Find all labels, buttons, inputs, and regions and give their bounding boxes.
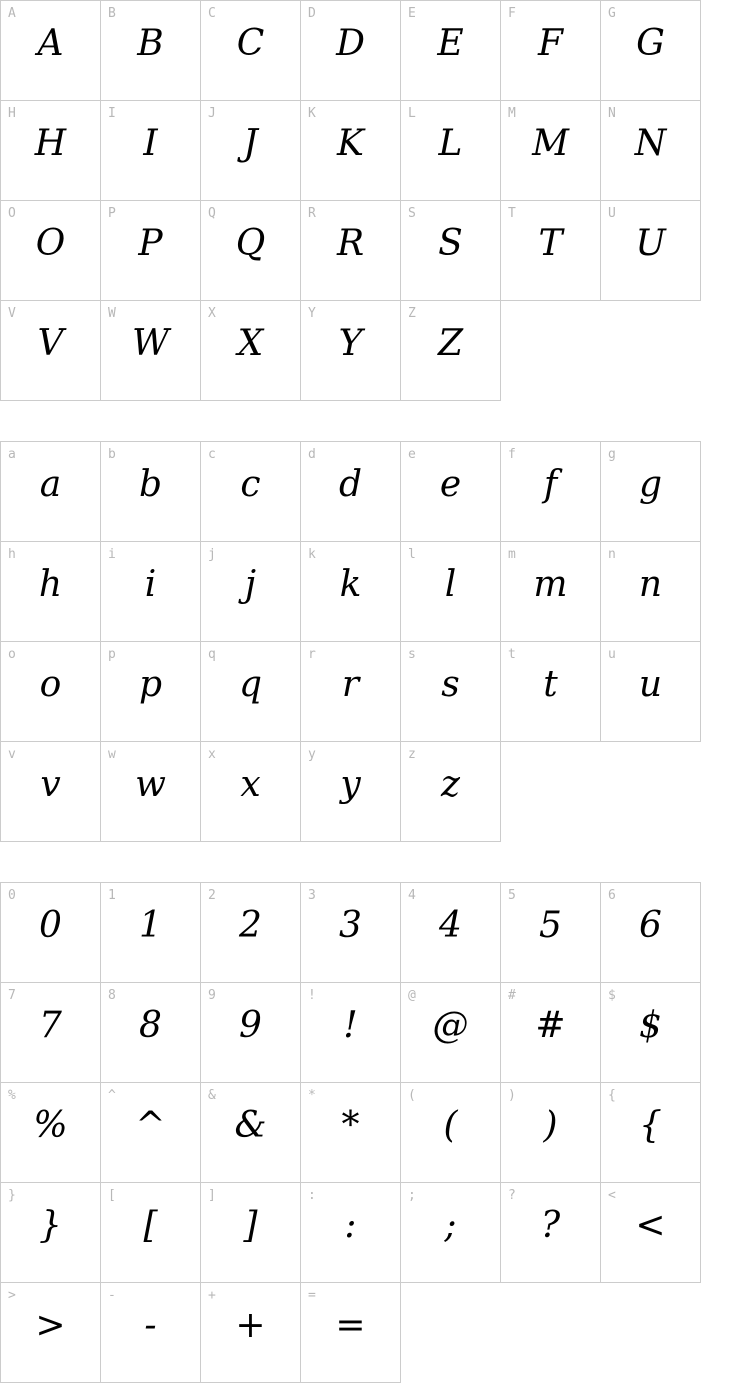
cell-glyph: V (37, 323, 64, 364)
glyph-cell (1, 742, 101, 842)
cell-label: F (508, 6, 516, 21)
glyph-cell (301, 983, 401, 1083)
glyph-cell (601, 1, 701, 101)
glyph-cell (401, 201, 501, 301)
cell-label: m (508, 547, 516, 562)
cell-label: ( (408, 1088, 416, 1103)
glyph-cell (101, 542, 201, 642)
cell-label: ; (408, 1188, 416, 1203)
glyph-cell (1, 301, 101, 401)
glyph-cell (301, 1183, 401, 1283)
glyph-cell (201, 101, 301, 201)
cell-label: E (408, 6, 416, 21)
cell-glyph: 9 (239, 1005, 262, 1046)
cell-glyph: ? (540, 1205, 561, 1246)
cell-label: < (608, 1188, 616, 1203)
glyph-cell (301, 642, 401, 742)
cell-glyph: ^ (135, 1105, 166, 1146)
glyph-cell (301, 883, 401, 983)
glyph-cell (201, 542, 301, 642)
cell-label: ) (508, 1088, 516, 1103)
glyph-cell (1, 1183, 101, 1283)
cell-label: w (108, 747, 116, 762)
cell-glyph: K (337, 123, 364, 164)
cell-glyph: d (338, 464, 363, 505)
glyph-cell (1, 542, 101, 642)
cell-label: L (408, 106, 416, 121)
glyph-cell (501, 542, 601, 642)
glyph-cell (201, 1083, 301, 1183)
cell-label: Y (308, 306, 316, 321)
cell-glyph: Z (437, 323, 463, 364)
cell-label: 5 (508, 888, 516, 903)
cell-label: P (108, 206, 116, 221)
glyph-row (1, 1283, 701, 1383)
glyph-row (1, 101, 701, 201)
glyph-cell (201, 1283, 301, 1383)
cell-label: G (608, 6, 616, 21)
cell-glyph: G (636, 23, 665, 64)
glyph-cell (201, 983, 301, 1083)
cell-label: x (208, 747, 216, 762)
glyph-cell (101, 642, 201, 742)
glyph-cell (301, 1083, 401, 1183)
cell-glyph: ( (443, 1105, 458, 1146)
glyph-row (1, 1083, 701, 1183)
cell-label: 7 (8, 988, 16, 1003)
glyph-cell (501, 101, 601, 201)
glyph-cell (401, 1083, 501, 1183)
glyph-cell (101, 301, 201, 401)
glyph-row (1, 442, 701, 542)
cell-glyph: [ (143, 1205, 158, 1246)
glyph-cell (601, 542, 701, 642)
cell-glyph: i (144, 564, 157, 605)
cell-label: * (308, 1088, 316, 1103)
cell-label: v (8, 747, 16, 762)
cell-glyph: 1 (139, 905, 162, 946)
glyph-row (1, 742, 701, 842)
cell-glyph: v (40, 764, 61, 805)
cell-label: M (508, 106, 516, 121)
glyph-cell (1, 101, 101, 201)
cell-label: q (208, 647, 216, 662)
cell-label: > (8, 1288, 16, 1303)
cell-glyph: p (138, 664, 163, 705)
glyph-cell (201, 1, 301, 101)
cell-label: Z (408, 306, 416, 321)
cell-label: n (608, 547, 616, 562)
cell-label: g (608, 447, 616, 462)
glyph-cell (601, 1183, 701, 1283)
glyph-row (1, 201, 701, 301)
glyph-cell (601, 442, 701, 542)
cell-glyph: R (336, 223, 365, 264)
cell-label: { (608, 1088, 616, 1103)
cell-label: 1 (108, 888, 116, 903)
glyph-cell (601, 983, 701, 1083)
glyph-cell (501, 1083, 601, 1183)
glyph-cell (201, 883, 301, 983)
cell-glyph: n (638, 564, 663, 605)
cell-label: j (208, 547, 216, 562)
glyph-cell (501, 1, 601, 101)
cell-label: ! (308, 988, 316, 1003)
cell-label: t (508, 647, 516, 662)
glyph-cell (1, 442, 101, 542)
glyph-cell (301, 542, 401, 642)
cell-label: - (108, 1288, 116, 1303)
glyph-row (1, 642, 701, 742)
cell-glyph: q (238, 664, 263, 705)
glyph-row (1, 1, 701, 101)
cell-glyph: 2 (239, 905, 262, 946)
cell-glyph: } (39, 1205, 62, 1246)
cell-label: R (308, 206, 316, 221)
cell-label: B (108, 6, 116, 21)
cell-label: 6 (608, 888, 616, 903)
cell-label: A (8, 6, 16, 21)
glyph-cell (601, 642, 701, 742)
glyph-table-uppercase-letters (0, 0, 701, 401)
cell-label: D (308, 6, 316, 21)
cell-glyph: A (37, 23, 64, 64)
cell-label: k (308, 547, 316, 562)
glyph-cell (401, 301, 501, 401)
cell-glyph: W (131, 323, 169, 364)
cell-glyph: a (39, 464, 62, 505)
glyph-cell (1, 1283, 101, 1383)
glyph-cell (401, 1183, 501, 1283)
cell-glyph: 8 (139, 1005, 162, 1046)
glyph-cell (201, 1183, 301, 1283)
glyph-cell (1, 883, 101, 983)
glyph-cell (101, 201, 201, 301)
cell-glyph: T (538, 223, 563, 264)
glyph-cell (501, 1183, 601, 1283)
cell-glyph: E (437, 23, 464, 64)
cell-glyph: 3 (339, 905, 362, 946)
cell-glyph: < (635, 1205, 666, 1246)
cell-glyph: C (236, 23, 265, 64)
cell-label: N (608, 106, 616, 121)
glyph-cell (201, 442, 301, 542)
cell-glyph: o (39, 664, 62, 705)
cell-glyph: N (634, 123, 667, 164)
cell-label: b (108, 447, 116, 462)
cell-glyph: F (538, 23, 563, 64)
cell-label: 0 (8, 888, 16, 903)
cell-glyph: : (344, 1205, 357, 1246)
glyph-row (1, 542, 701, 642)
glyph-cell (101, 442, 201, 542)
cell-label: = (308, 1288, 316, 1303)
cell-glyph: * (341, 1105, 360, 1146)
cell-glyph: u (638, 664, 663, 705)
glyph-cell (401, 101, 501, 201)
cell-label: s (408, 647, 416, 662)
glyph-cell (301, 1283, 401, 1383)
glyph-cell (501, 983, 601, 1083)
cell-label: ? (508, 1188, 516, 1203)
cell-label: + (208, 1288, 216, 1303)
cell-label: u (608, 647, 616, 662)
cell-glyph: # (535, 1005, 566, 1046)
cell-label: I (108, 106, 116, 121)
cell-glyph: > (35, 1305, 66, 1346)
glyph-cell (301, 1, 401, 101)
cell-label: [ (108, 1188, 116, 1203)
glyph-cell (501, 642, 601, 742)
cell-glyph: H (34, 123, 67, 164)
cell-label: 8 (108, 988, 116, 1003)
cell-label: T (508, 206, 516, 221)
glyph-cell (501, 883, 601, 983)
cell-glyph: f (543, 464, 558, 505)
glyph-cell (401, 742, 501, 842)
glyph-cell (1, 201, 101, 301)
cell-label: c (208, 447, 216, 462)
cell-glyph: ; (444, 1205, 457, 1246)
glyph-cell (301, 201, 401, 301)
cell-glyph: k (339, 564, 362, 605)
cell-label: S (408, 206, 416, 221)
glyph-cell (1, 1083, 101, 1183)
cell-glyph: h (38, 564, 63, 605)
cell-label: e (408, 447, 416, 462)
cell-label: 2 (208, 888, 216, 903)
glyph-cell (501, 201, 601, 301)
cell-label: a (8, 447, 16, 462)
cell-glyph: M (532, 123, 569, 164)
cell-glyph: 6 (639, 905, 662, 946)
cell-label: X (208, 306, 216, 321)
cell-glyph: ) (543, 1105, 558, 1146)
glyph-cell (101, 101, 201, 201)
cell-glyph: w (135, 764, 166, 805)
cell-label: f (508, 447, 516, 462)
glyph-cell (201, 301, 301, 401)
cell-glyph: X (237, 323, 264, 364)
cell-glyph: s (441, 664, 460, 705)
cell-glyph: r (341, 664, 360, 705)
cell-glyph: D (336, 23, 365, 64)
cell-glyph: S (438, 223, 463, 264)
glyph-cell (301, 742, 401, 842)
cell-label: % (8, 1088, 16, 1103)
cell-label: ] (208, 1188, 216, 1203)
glyph-row (1, 301, 701, 401)
cell-glyph: ] (243, 1205, 258, 1246)
cell-glyph: Q (235, 223, 266, 264)
glyph-cell (601, 1083, 701, 1183)
glyph-row (1, 1183, 701, 1283)
glyph-cell (101, 983, 201, 1083)
cell-label: $ (608, 988, 616, 1003)
cell-glyph: 4 (439, 905, 462, 946)
cell-label: o (8, 647, 16, 662)
cell-glyph: $ (639, 1005, 662, 1046)
cell-glyph: e (439, 464, 462, 505)
glyph-table-digits-and-symbols (0, 882, 701, 1383)
cell-glyph: z (441, 764, 460, 805)
cell-glyph: x (240, 764, 261, 805)
cell-glyph: b (138, 464, 163, 505)
cell-glyph: @ (432, 1005, 469, 1046)
glyph-cell (401, 983, 501, 1083)
cell-label: # (508, 988, 516, 1003)
glyph-cell (601, 883, 701, 983)
glyph-cell (301, 301, 401, 401)
cell-glyph: Y (338, 323, 363, 364)
cell-label: r (308, 647, 316, 662)
cell-glyph: L (438, 123, 463, 164)
cell-label: 4 (408, 888, 416, 903)
cell-label: i (108, 547, 116, 562)
glyph-cell (201, 742, 301, 842)
cell-glyph: j (244, 564, 257, 605)
cell-glyph: B (137, 23, 164, 64)
cell-label: Q (208, 206, 216, 221)
cell-label: O (8, 206, 16, 221)
cell-label: ^ (108, 1088, 116, 1103)
glyph-cell (101, 883, 201, 983)
glyph-row (1, 983, 701, 1083)
cell-label: y (308, 747, 316, 762)
cell-label: K (308, 106, 316, 121)
cell-glyph: 0 (39, 905, 62, 946)
cell-glyph: P (138, 223, 163, 264)
cell-glyph: = (335, 1305, 366, 1346)
glyph-cell (201, 642, 301, 742)
cell-glyph: & (234, 1105, 267, 1146)
glyph-table-lowercase-letters (0, 441, 701, 842)
cell-label: & (208, 1088, 216, 1103)
cell-glyph: I (143, 123, 158, 164)
cell-glyph: m (533, 564, 568, 605)
cell-label: } (8, 1188, 16, 1203)
glyph-cell (401, 642, 501, 742)
glyph-cell (601, 101, 701, 201)
cell-glyph: + (235, 1305, 266, 1346)
cell-label: p (108, 647, 116, 662)
cell-glyph: 7 (39, 1005, 62, 1046)
glyph-cell (301, 442, 401, 542)
cell-glyph: { (639, 1105, 662, 1146)
cell-label: U (608, 206, 616, 221)
cell-glyph: y (340, 764, 361, 805)
glyph-cell (1, 983, 101, 1083)
glyph-cell (1, 642, 101, 742)
cell-label: @ (408, 988, 416, 1003)
cell-glyph: % (33, 1105, 68, 1146)
cell-label: J (208, 106, 216, 121)
cell-label: H (8, 106, 16, 121)
cell-glyph: U (635, 223, 666, 264)
cell-label: W (108, 306, 116, 321)
cell-glyph: c (240, 464, 261, 505)
glyph-cell (201, 201, 301, 301)
cell-label: 9 (208, 988, 216, 1003)
glyph-cell (301, 101, 401, 201)
cell-label: z (408, 747, 416, 762)
cell-label: l (408, 547, 416, 562)
glyph-cell (401, 542, 501, 642)
glyph-cell (401, 1, 501, 101)
cell-glyph: - (144, 1305, 157, 1346)
cell-label: : (308, 1188, 316, 1203)
glyph-row (1, 883, 701, 983)
cell-glyph: l (444, 564, 457, 605)
cell-label: C (208, 6, 216, 21)
glyph-cell (101, 742, 201, 842)
glyph-cell (101, 1, 201, 101)
cell-glyph: ! (343, 1005, 358, 1046)
cell-label: h (8, 547, 16, 562)
glyph-cell (401, 442, 501, 542)
cell-label: 3 (308, 888, 316, 903)
glyph-cell (501, 442, 601, 542)
cell-label: V (8, 306, 16, 321)
cell-label: d (308, 447, 316, 462)
glyph-cell (101, 1183, 201, 1283)
glyph-cell (1, 1, 101, 101)
cell-glyph: g (638, 464, 663, 505)
cell-glyph: t (543, 664, 558, 705)
glyph-cell (401, 883, 501, 983)
cell-glyph: O (35, 223, 66, 264)
cell-glyph: 5 (539, 905, 562, 946)
glyph-cell (101, 1283, 201, 1383)
glyph-cell (101, 1083, 201, 1183)
glyph-cell (601, 201, 701, 301)
cell-glyph: J (243, 123, 258, 164)
